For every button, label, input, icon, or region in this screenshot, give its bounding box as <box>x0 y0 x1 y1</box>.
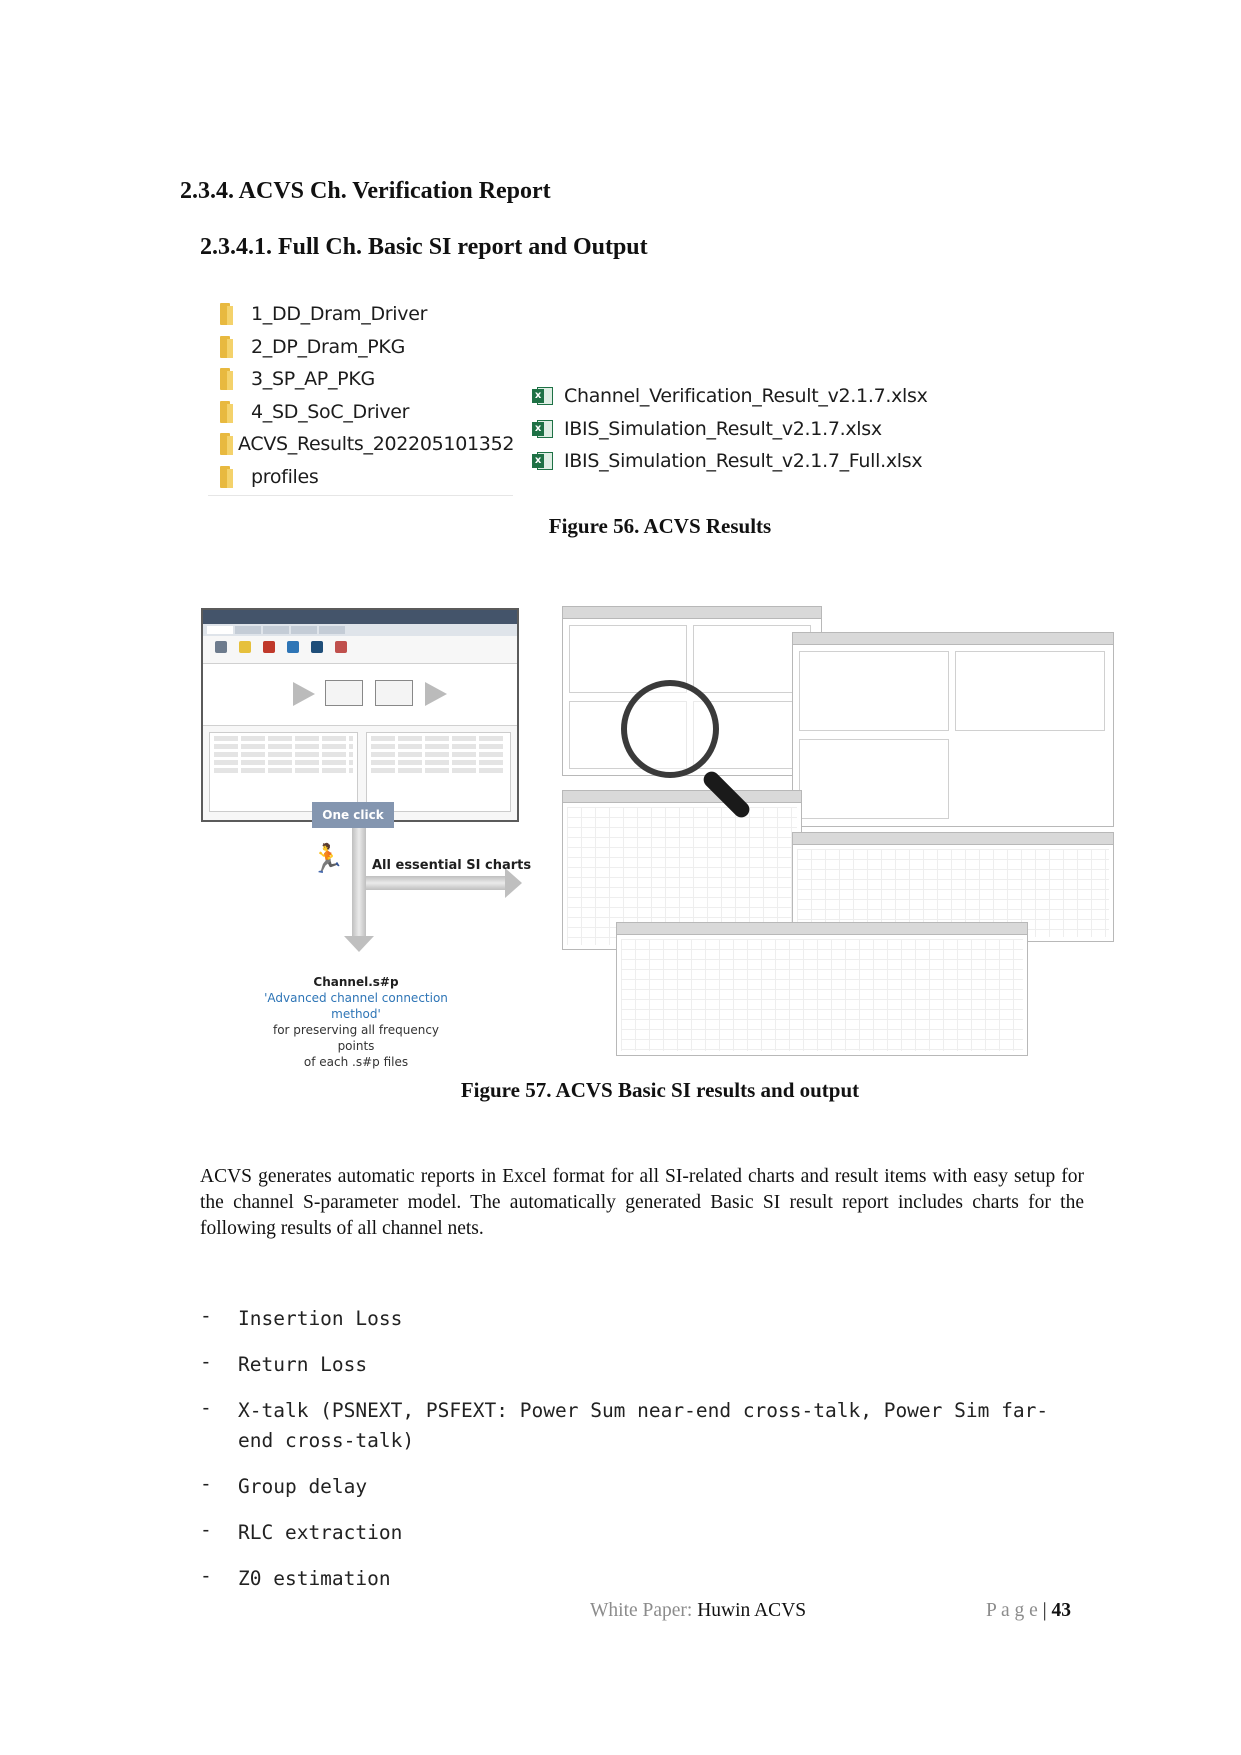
section-heading: 2.3.4. ACVS Ch. Verification Report <box>180 178 551 204</box>
list-item: - X-talk (PSNEXT, PSFEXT: Power Sum near-end cross-talk, Power Sim far-end cross-talk) <box>200 1396 1049 1452</box>
acvs-app-screenshot <box>201 608 519 822</box>
channel-diagram <box>203 664 517 726</box>
app-ribbon <box>203 636 517 664</box>
arrow-down-icon <box>352 828 366 938</box>
magnifier-icon <box>621 680 719 778</box>
figure-57 <box>196 606 1116 1069</box>
figure-56-caption: Figure 56. ACVS Results <box>548 514 772 538</box>
folder-item[interactable]: profiles <box>208 461 513 494</box>
page-number: 43 <box>1051 1600 1071 1621</box>
body-paragraph: ACVS generates automatic reports in Excel format for all SI-related charts and result items with easy setup for the channel S-parameter model. The automatically generated Basic SI result report includes charts for the following results of all channel nets. <box>200 1166 1084 1239</box>
list-item: - Group delay <box>200 1472 368 1498</box>
file-listing <box>532 380 928 478</box>
mini-chart <box>955 651 1105 731</box>
file-item[interactable]: x IBIS_Simulation_Result_v2.1.7.xlsx <box>532 413 928 446</box>
app-titlebar <box>203 610 517 624</box>
excel-icon: x <box>532 419 554 439</box>
chsp-method: 'Advanced channel connection method' <box>264 991 448 1021</box>
mini-chart <box>799 651 949 731</box>
footer-page-word: P a g e <box>986 1600 1038 1621</box>
arrow-right-icon <box>366 876 506 890</box>
file-item[interactable]: x IBIS_Simulation_Result_v2.1.7_Full.xlsx <box>532 445 928 478</box>
list-item: - Return Loss <box>200 1350 368 1376</box>
footer-product: Huwin ACVS <box>697 1600 807 1621</box>
footer-left <box>590 1600 806 1622</box>
chsp-title: Channel.s#p <box>313 975 399 989</box>
file-item[interactable]: x Channel_Verification_Result_v2.1.7.xlsx <box>532 380 928 413</box>
figure-57-caption: Figure 57. ACVS Basic SI results and output <box>460 1078 860 1102</box>
folder-item[interactable]: 3_SP_AP_PKG <box>208 363 513 396</box>
chart-sheet-delay <box>792 632 1114 827</box>
excel-icon: x <box>532 451 554 471</box>
folder-item[interactable]: 1_DD_Dram_Driver <box>208 298 513 331</box>
folder-listing <box>208 298 513 496</box>
list-item: - Z0 estimation <box>200 1564 391 1590</box>
list-item: - RLC extraction <box>200 1518 403 1544</box>
mini-chart <box>799 739 949 819</box>
chart-sheet-tdr <box>616 922 1028 1056</box>
chsp-note-2: of each .s#p files <box>303 1055 409 1069</box>
excel-icon: x <box>532 386 554 406</box>
chsp-note-1: for preserving all frequency points <box>272 1023 440 1053</box>
folder-icon <box>220 401 233 423</box>
footer-label: White Paper: <box>590 1600 693 1621</box>
subsection-heading: 2.3.4.1. Full Ch. Basic SI report and Output <box>200 234 648 260</box>
folder-item[interactable]: ACVS_Results_202205101352 <box>238 433 515 456</box>
runner-icon: 🏃 <box>310 844 345 875</box>
folder-icon <box>220 336 233 358</box>
one-click-label: One click <box>312 802 394 828</box>
footer-separator: | <box>1042 1600 1047 1621</box>
folder-icon <box>220 466 233 488</box>
folder-icon <box>220 368 233 390</box>
folder-icon <box>220 303 233 325</box>
folder-item[interactable]: 2_DP_Dram_PKG <box>208 331 513 364</box>
channel-sp-note <box>256 974 456 1070</box>
list-item: - Insertion Loss <box>200 1304 403 1330</box>
footer-right <box>986 1600 1071 1622</box>
essential-si-charts-label: All essential SI charts <box>372 858 532 873</box>
folder-item[interactable]: 4_SD_SoC_Driver <box>208 396 513 429</box>
app-tabs <box>203 624 517 636</box>
